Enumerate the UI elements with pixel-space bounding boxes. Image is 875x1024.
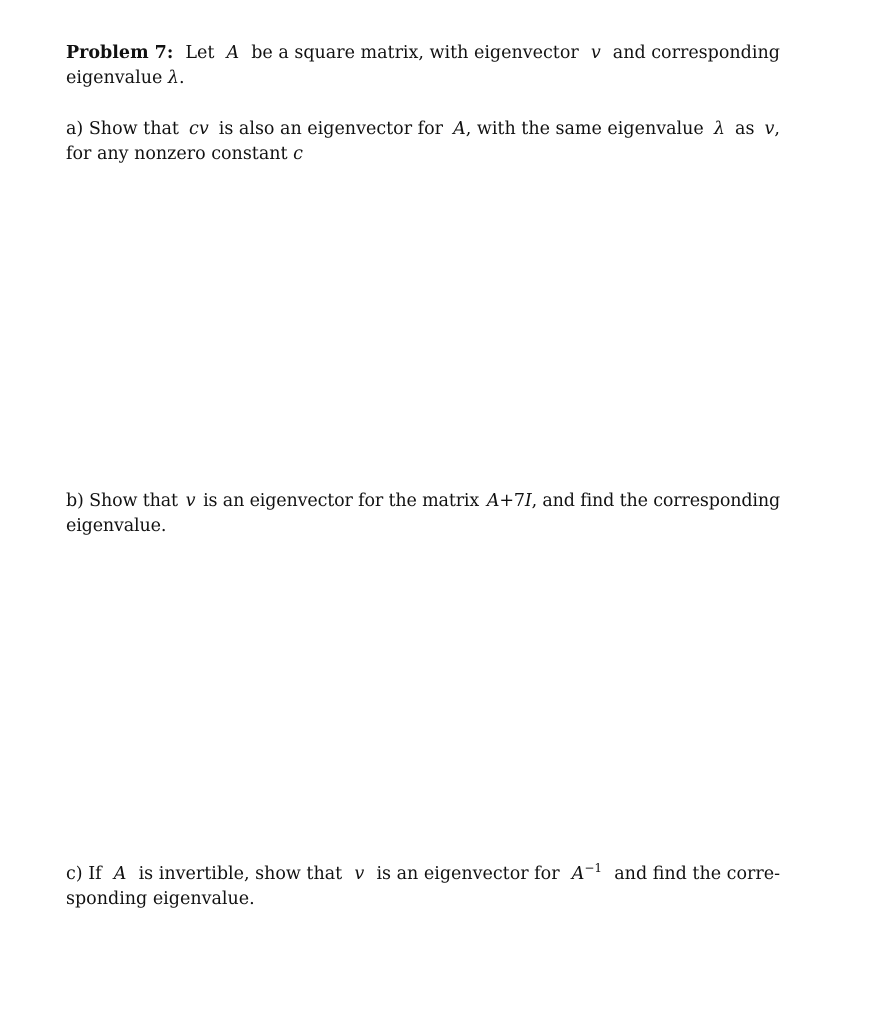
part-c-text-5: sponding eigenvalue. bbox=[66, 889, 255, 909]
part-b-text-1: b) Show that bbox=[66, 491, 178, 511]
part-a-vector-symbol: v bbox=[764, 119, 775, 139]
part-b-matrix-symbol: A bbox=[486, 491, 500, 511]
part-a-text-2: is also an eigenvector for bbox=[218, 119, 443, 139]
problem-label: Problem 7: bbox=[66, 43, 174, 63]
matrix-symbol: A bbox=[226, 43, 240, 63]
statement-text-4: eigenvalue bbox=[66, 68, 163, 88]
part-a-cv-symbol: cv bbox=[189, 119, 209, 139]
part-a-text-5: for any nonzero constant bbox=[66, 144, 288, 164]
problem-statement bbox=[66, 41, 786, 91]
part-b-line-1 bbox=[66, 489, 780, 514]
part-c-text-1: c) If bbox=[66, 864, 102, 884]
statement-text-3: and corresponding bbox=[612, 43, 780, 63]
part-c-inverse-group bbox=[572, 862, 602, 887]
part-a-lambda-symbol: λ bbox=[713, 119, 725, 139]
statement-period: . bbox=[179, 68, 185, 88]
part-b-text-3: , and find the corresponding bbox=[531, 491, 780, 511]
part-c-vector-symbol: v bbox=[354, 864, 365, 884]
part-a-matrix-group bbox=[453, 117, 704, 142]
part-c-line-2 bbox=[66, 887, 786, 912]
part-b-text-2: is an eigenvector for the matrix bbox=[203, 491, 480, 511]
problem-statement-line-2 bbox=[66, 66, 786, 91]
statement-text-1: Let bbox=[185, 43, 215, 63]
part-c-matrix-symbol: A bbox=[113, 864, 127, 884]
part-a-line-2 bbox=[66, 142, 786, 167]
statement-text-2: be a square matrix, with eigenvector bbox=[251, 43, 579, 63]
part-a-constant-symbol: c bbox=[293, 144, 303, 164]
part-c-text-4: and find the corre- bbox=[614, 864, 780, 884]
part-b-text-4: eigenvalue. bbox=[66, 516, 167, 536]
part-a-line-1 bbox=[66, 117, 780, 142]
part-b-expression-group bbox=[487, 489, 780, 514]
part-a-text-3: , with the same eigenvalue bbox=[465, 119, 704, 139]
eigenvector-symbol: v bbox=[590, 43, 601, 63]
part-b-identity-symbol: I bbox=[524, 491, 532, 511]
part-c-line-1 bbox=[66, 862, 780, 887]
part-a-text-4: as bbox=[735, 119, 755, 139]
part-a-text-1: a) Show that bbox=[66, 119, 179, 139]
part-c-inverse-exponent: −1 bbox=[584, 860, 603, 875]
part-b-line-2 bbox=[66, 514, 786, 539]
part-c-inverse-matrix-symbol: A bbox=[571, 864, 585, 884]
part-a-comma: , bbox=[774, 119, 780, 139]
problem-statement-line-1 bbox=[66, 41, 780, 66]
part-c bbox=[66, 862, 786, 912]
part-c-text-2: is invertible, show that bbox=[138, 864, 343, 884]
part-a-vector-group bbox=[765, 117, 780, 142]
part-a bbox=[66, 117, 786, 167]
part-b-plus-seven: +7 bbox=[499, 491, 525, 511]
eigenvalue-symbol: λ bbox=[167, 68, 179, 88]
part-c-text-3: is an eigenvector for bbox=[376, 864, 560, 884]
part-a-matrix-symbol: A bbox=[453, 119, 466, 139]
part-b-vector-symbol: v bbox=[185, 491, 196, 511]
part-b bbox=[66, 489, 786, 539]
